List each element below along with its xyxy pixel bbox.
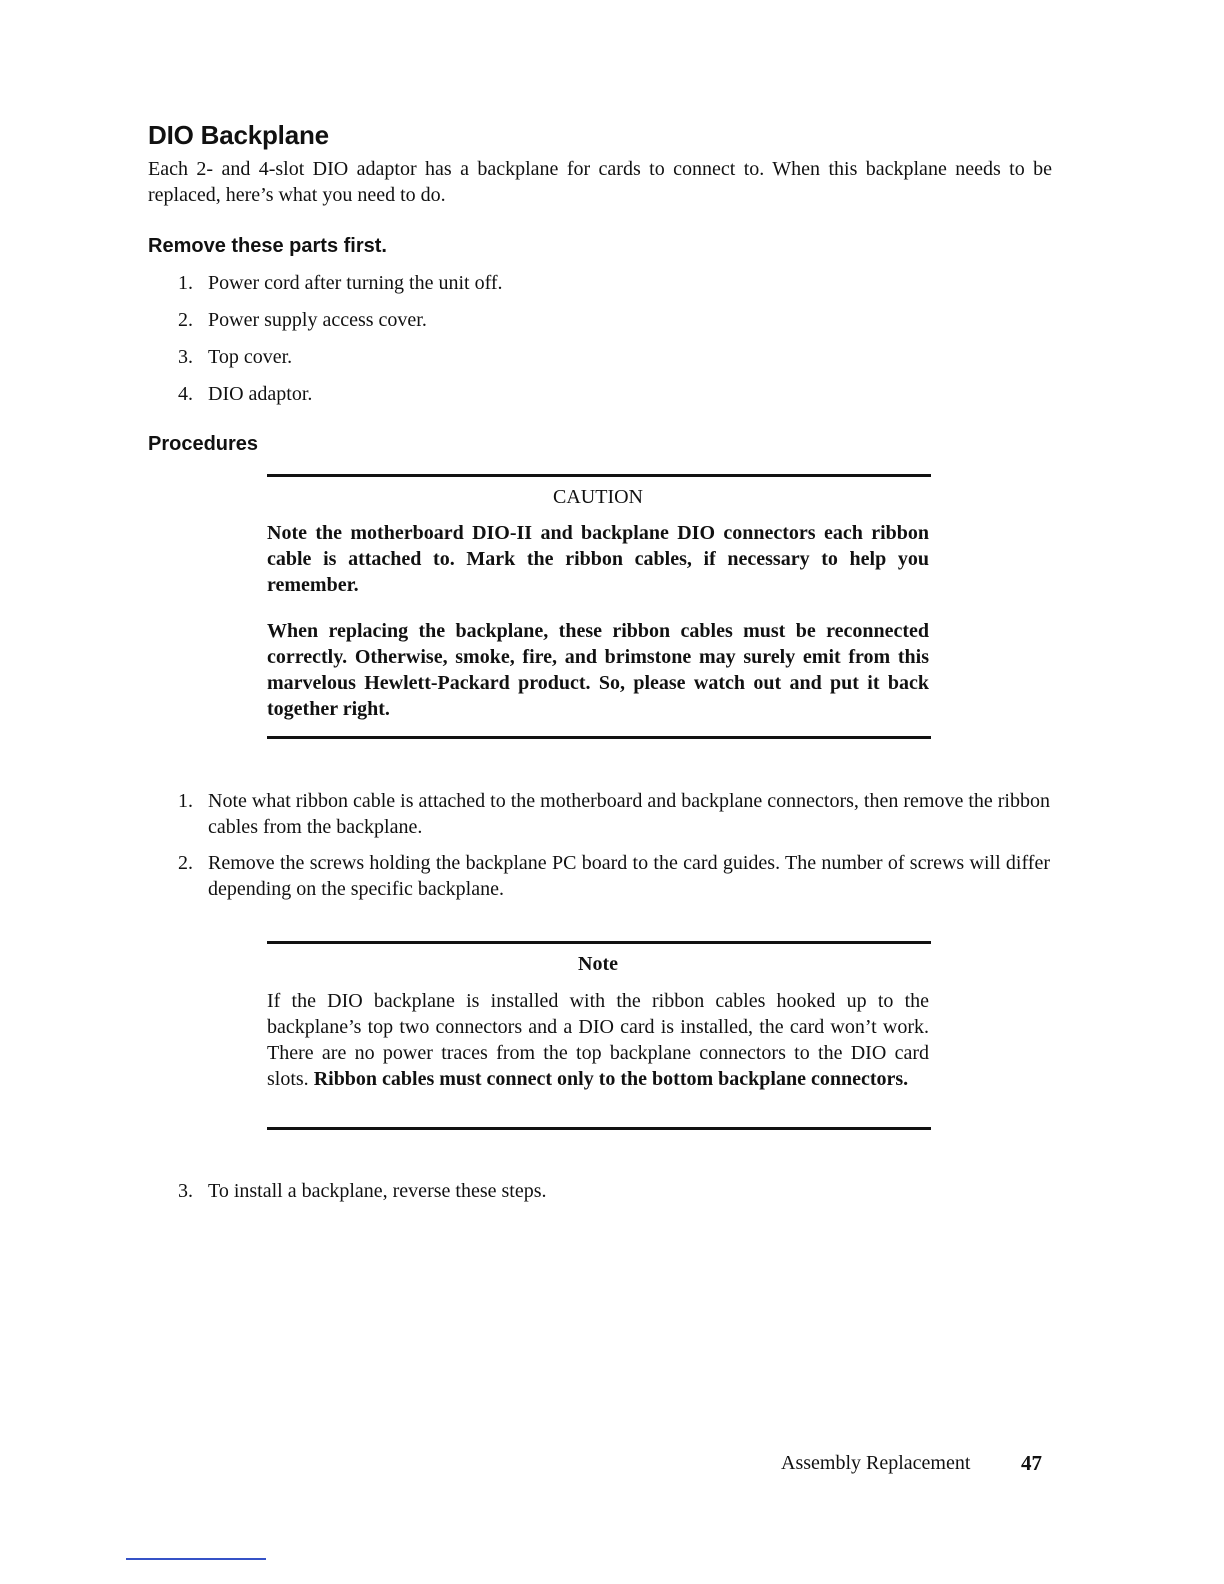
remove-item-number: 3. xyxy=(178,346,193,368)
note-bottom-rule xyxy=(267,1127,931,1130)
remove-item-number: 1. xyxy=(178,272,193,294)
caution-title: CAUTION xyxy=(553,486,643,508)
note-box xyxy=(267,951,929,1092)
remove-item-number: 2. xyxy=(178,309,193,331)
note-body-text: If the DIO backplane is installed with the ribbon cables hooked up to the backplane’s top two connectors and a DIO card is installed, the card won’t work. There are no power traces from the top backplane connectors to the DIO card slots. xyxy=(267,990,929,1090)
procedure-step-text: Note what ribbon cable is attached to the motherboard and backplane connectors, then remove the ribbon cables from the backplane. xyxy=(208,790,1050,838)
note-title: Note xyxy=(578,953,618,975)
caution-bottom-rule xyxy=(267,736,931,739)
section-title: DIO Backplane xyxy=(148,120,329,150)
caution-box xyxy=(267,484,929,722)
procedure-step-text: Remove the screws holding the backplane PC board to the card guides. The number of screws will differ depending on the specific backplane. xyxy=(208,852,1050,900)
remove-item xyxy=(178,270,1050,296)
note-top-rule xyxy=(267,941,931,944)
remove-item-text: Power cord after turning the unit off. xyxy=(208,272,503,294)
note-emphasis: Ribbon cables must connect only to the bottom backplane connectors. xyxy=(313,1068,909,1090)
procedure-step-text: To install a backplane, reverse these steps. xyxy=(208,1180,547,1202)
remove-item-text: Power supply access cover. xyxy=(208,309,427,331)
remove-item xyxy=(178,344,1050,370)
procedure-step-number: 3. xyxy=(178,1180,193,1202)
intro-paragraph: Each 2- and 4-slot DIO adaptor has a backplane for cards to connect to. When this backplane needs to be replaced, here’s what you need to do. xyxy=(148,158,1052,206)
remove-item xyxy=(178,381,1050,407)
remove-item-text: DIO adaptor. xyxy=(208,383,313,405)
remove-item-number: 4. xyxy=(178,383,193,405)
footer-label: Assembly Replacement xyxy=(781,1452,971,1474)
caution-top-rule xyxy=(267,474,931,477)
note-body xyxy=(267,988,929,1092)
remove-parts-heading: Remove these parts first. xyxy=(148,235,387,257)
remove-item-text: Top cover. xyxy=(208,346,293,368)
bottom-edge-mark xyxy=(126,1558,266,1560)
procedure-step xyxy=(178,850,1050,902)
page-number: 47 xyxy=(1021,1451,1042,1475)
caution-paragraph-2: When replacing the backplane, these ribbon cables must be reconnected correctly. Otherwise, smoke, fire, and brimstone may surely emit from this marvelous Hewlett-Packard product. So, please watch out and put it back together right. xyxy=(267,620,929,720)
procedure-step xyxy=(178,788,1050,840)
caution-paragraph-1: Note the motherboard DIO-II and backplane DIO connectors each ribbon cable is attached to. Mark the ribbon cables, if necessary to help you remember. xyxy=(267,522,929,596)
procedure-step-number: 2. xyxy=(178,852,193,874)
procedure-step xyxy=(178,1178,1050,1204)
procedures-heading: Procedures xyxy=(148,433,259,455)
remove-item xyxy=(178,307,1050,333)
procedure-step-number: 1. xyxy=(178,790,193,812)
